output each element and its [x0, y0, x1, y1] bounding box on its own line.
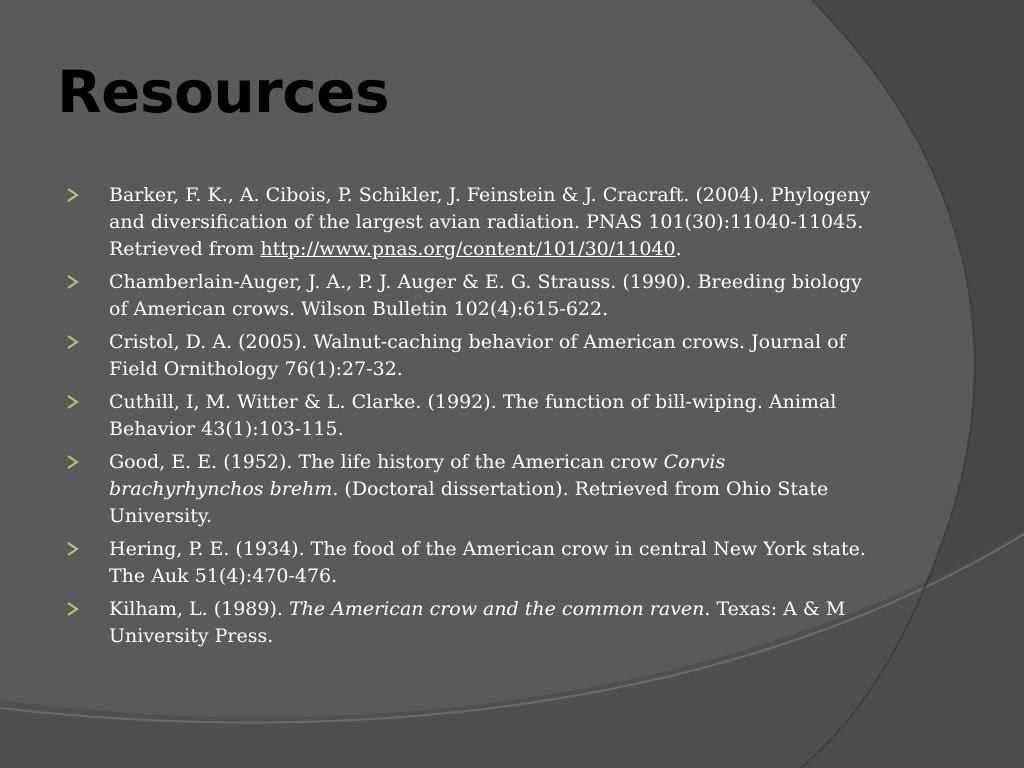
- reference-item: [66, 596, 876, 650]
- arrow-bullet-icon: [66, 454, 80, 470]
- reference-link[interactable]: http://www.pnas.org/content/101/30/11040: [260, 238, 676, 260]
- reference-text: Cuthill, I, M. Witter & L. Clarke. (1992). The function of bill-wiping. Animal Behavior 43(1):103-115.: [109, 391, 837, 440]
- arrow-bullet-icon: [66, 274, 80, 290]
- reference-text: .: [675, 238, 682, 260]
- reference-list: [66, 182, 876, 656]
- reference-item: [66, 536, 876, 590]
- reference-text: Cristol, D. A. (2005). Walnut-caching behavior of American crows. Journal of Field Ornithology 76(1):27-32.: [109, 331, 846, 380]
- slide-title: Resources: [57, 58, 390, 126]
- reference-italic-title: Corvis brachyrhynchos brehm: [109, 451, 726, 500]
- reference-text: Hering, P. E. (1934). The food of the American crow in central New York state. The Auk 51(4):470-476.: [109, 538, 866, 587]
- reference-text: Kilham, L. (1989).: [109, 598, 289, 620]
- reference-italic-title: The American crow and the common raven: [288, 598, 705, 620]
- reference-item: [66, 389, 876, 443]
- reference-item: [66, 269, 876, 323]
- arrow-bullet-icon: [66, 394, 80, 410]
- arrow-bullet-icon: [66, 334, 80, 350]
- reference-item: [66, 329, 876, 383]
- reference-text: . (Doctoral dissertation). Retrieved from Ohio State University.: [109, 478, 829, 527]
- reference-item: [66, 182, 876, 263]
- reference-text: . Texas: A & M University Press.: [109, 598, 846, 647]
- arrow-bullet-icon: [66, 541, 80, 557]
- reference-text: Barker, F. K., A. Cibois, P. Schikler, J. Feinstein & J. Cracraft. (2004). Phylogeny and diversification of the largest avian radiation. PNAS 101(30):11040-11045. Retrieved from: [109, 184, 871, 260]
- reference-text: Chamberlain-Auger, J. A., P. J. Auger & E. G. Strauss. (1990). Breeding biology of American crows. Wilson Bulletin 102(4):615-622.: [109, 271, 862, 320]
- arrow-bullet-icon: [66, 601, 80, 617]
- arrow-bullet-icon: [66, 187, 80, 203]
- reference-item: [66, 449, 876, 530]
- reference-text: Good, E. E. (1952). The life history of the American crow: [109, 451, 664, 473]
